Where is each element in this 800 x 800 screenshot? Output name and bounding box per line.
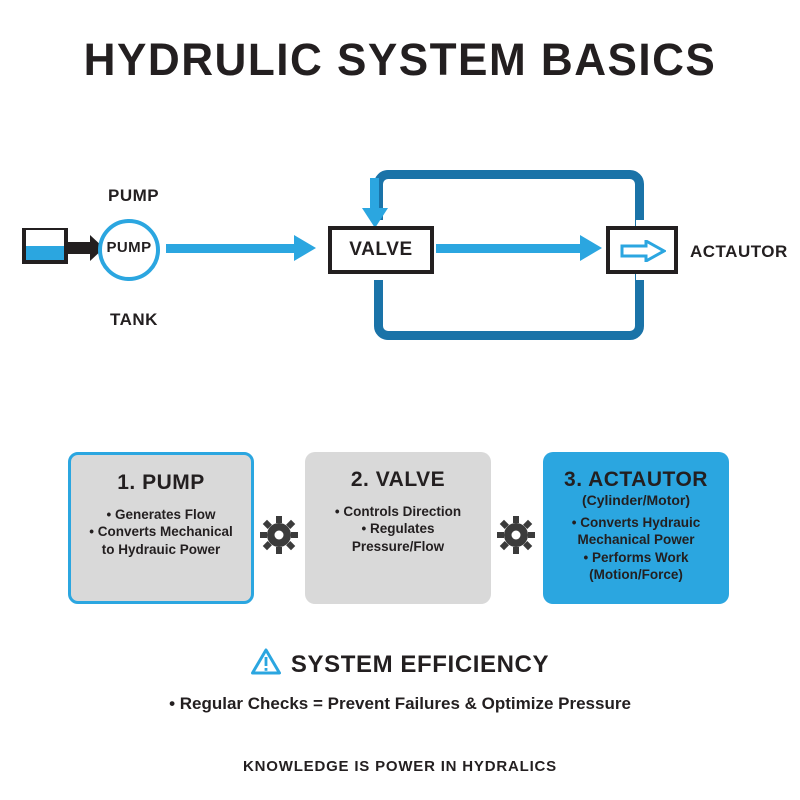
step-card-title: 2. VALVE <box>350 468 446 491</box>
steps-row <box>0 452 800 612</box>
gear-icon <box>260 516 298 554</box>
bullet: • Performs Work <box>553 549 719 566</box>
bullet: • Converts Mechanical <box>81 523 241 540</box>
loop-down-arrow-icon <box>362 208 388 228</box>
step-card-pump[interactable] <box>68 452 254 604</box>
bullet-continuation: (Motion/Force) <box>589 566 683 582</box>
bullet: • Regulates <box>315 520 481 537</box>
warning-triangle-icon <box>251 648 281 682</box>
flow-arrow-pump-valve <box>166 244 298 253</box>
valve-label: VALVE <box>349 239 413 260</box>
step-card-bullets <box>305 503 491 555</box>
bullet: • Generates Flow <box>81 506 241 523</box>
bullet: • Converts Hydrauic <box>553 514 719 531</box>
step-card-subtitle: (Cylinder/Motor) <box>581 492 691 509</box>
flow-arrow-pump-valve-head-icon <box>294 235 316 261</box>
bullet-continuation: Pressure/Flow <box>351 538 445 554</box>
step-card-title: 3. ACTAUTOR <box>564 468 708 491</box>
flow-arrow-valve-actuator-head-icon <box>580 235 602 261</box>
bullet: • Controls Direction <box>315 503 481 520</box>
actuator-arrow-icon <box>620 240 666 267</box>
step-card-bullets <box>71 506 251 558</box>
gear-icon <box>497 516 535 554</box>
flow-diagram <box>0 150 800 360</box>
step-card-valve[interactable] <box>305 452 491 604</box>
loop-down-stem <box>370 178 379 212</box>
pump-label-top: PUMP <box>108 186 160 205</box>
step-card-bullets <box>543 514 729 583</box>
tank-label: TANK <box>110 310 158 329</box>
bullet-continuation: Mechanical Power <box>577 532 695 548</box>
step-card-title: 1. PUMP <box>117 471 205 494</box>
efficiency-line: • Regular Checks = Prevent Failures & Optimize Pressure <box>169 694 631 713</box>
actuator-label: ACTAUTOR <box>690 242 788 261</box>
step-card-actuator[interactable] <box>543 452 729 604</box>
efficiency-section <box>0 648 800 714</box>
tank-fluid <box>26 246 64 260</box>
efficiency-heading: SYSTEM EFFICIENCY <box>290 651 550 678</box>
flow-arrow-valve-actuator <box>436 244 584 253</box>
footer-tagline: KNOWLEDGE IS POWER IN HYDRALICS <box>243 758 557 775</box>
page-title: HYDRULIC SYSTEM BASICS <box>83 34 717 85</box>
pump-circle-label: PUMP <box>106 239 152 256</box>
efficiency-heading-row <box>251 648 549 682</box>
bullet-continuation: to Hydrauic Power <box>101 541 221 557</box>
